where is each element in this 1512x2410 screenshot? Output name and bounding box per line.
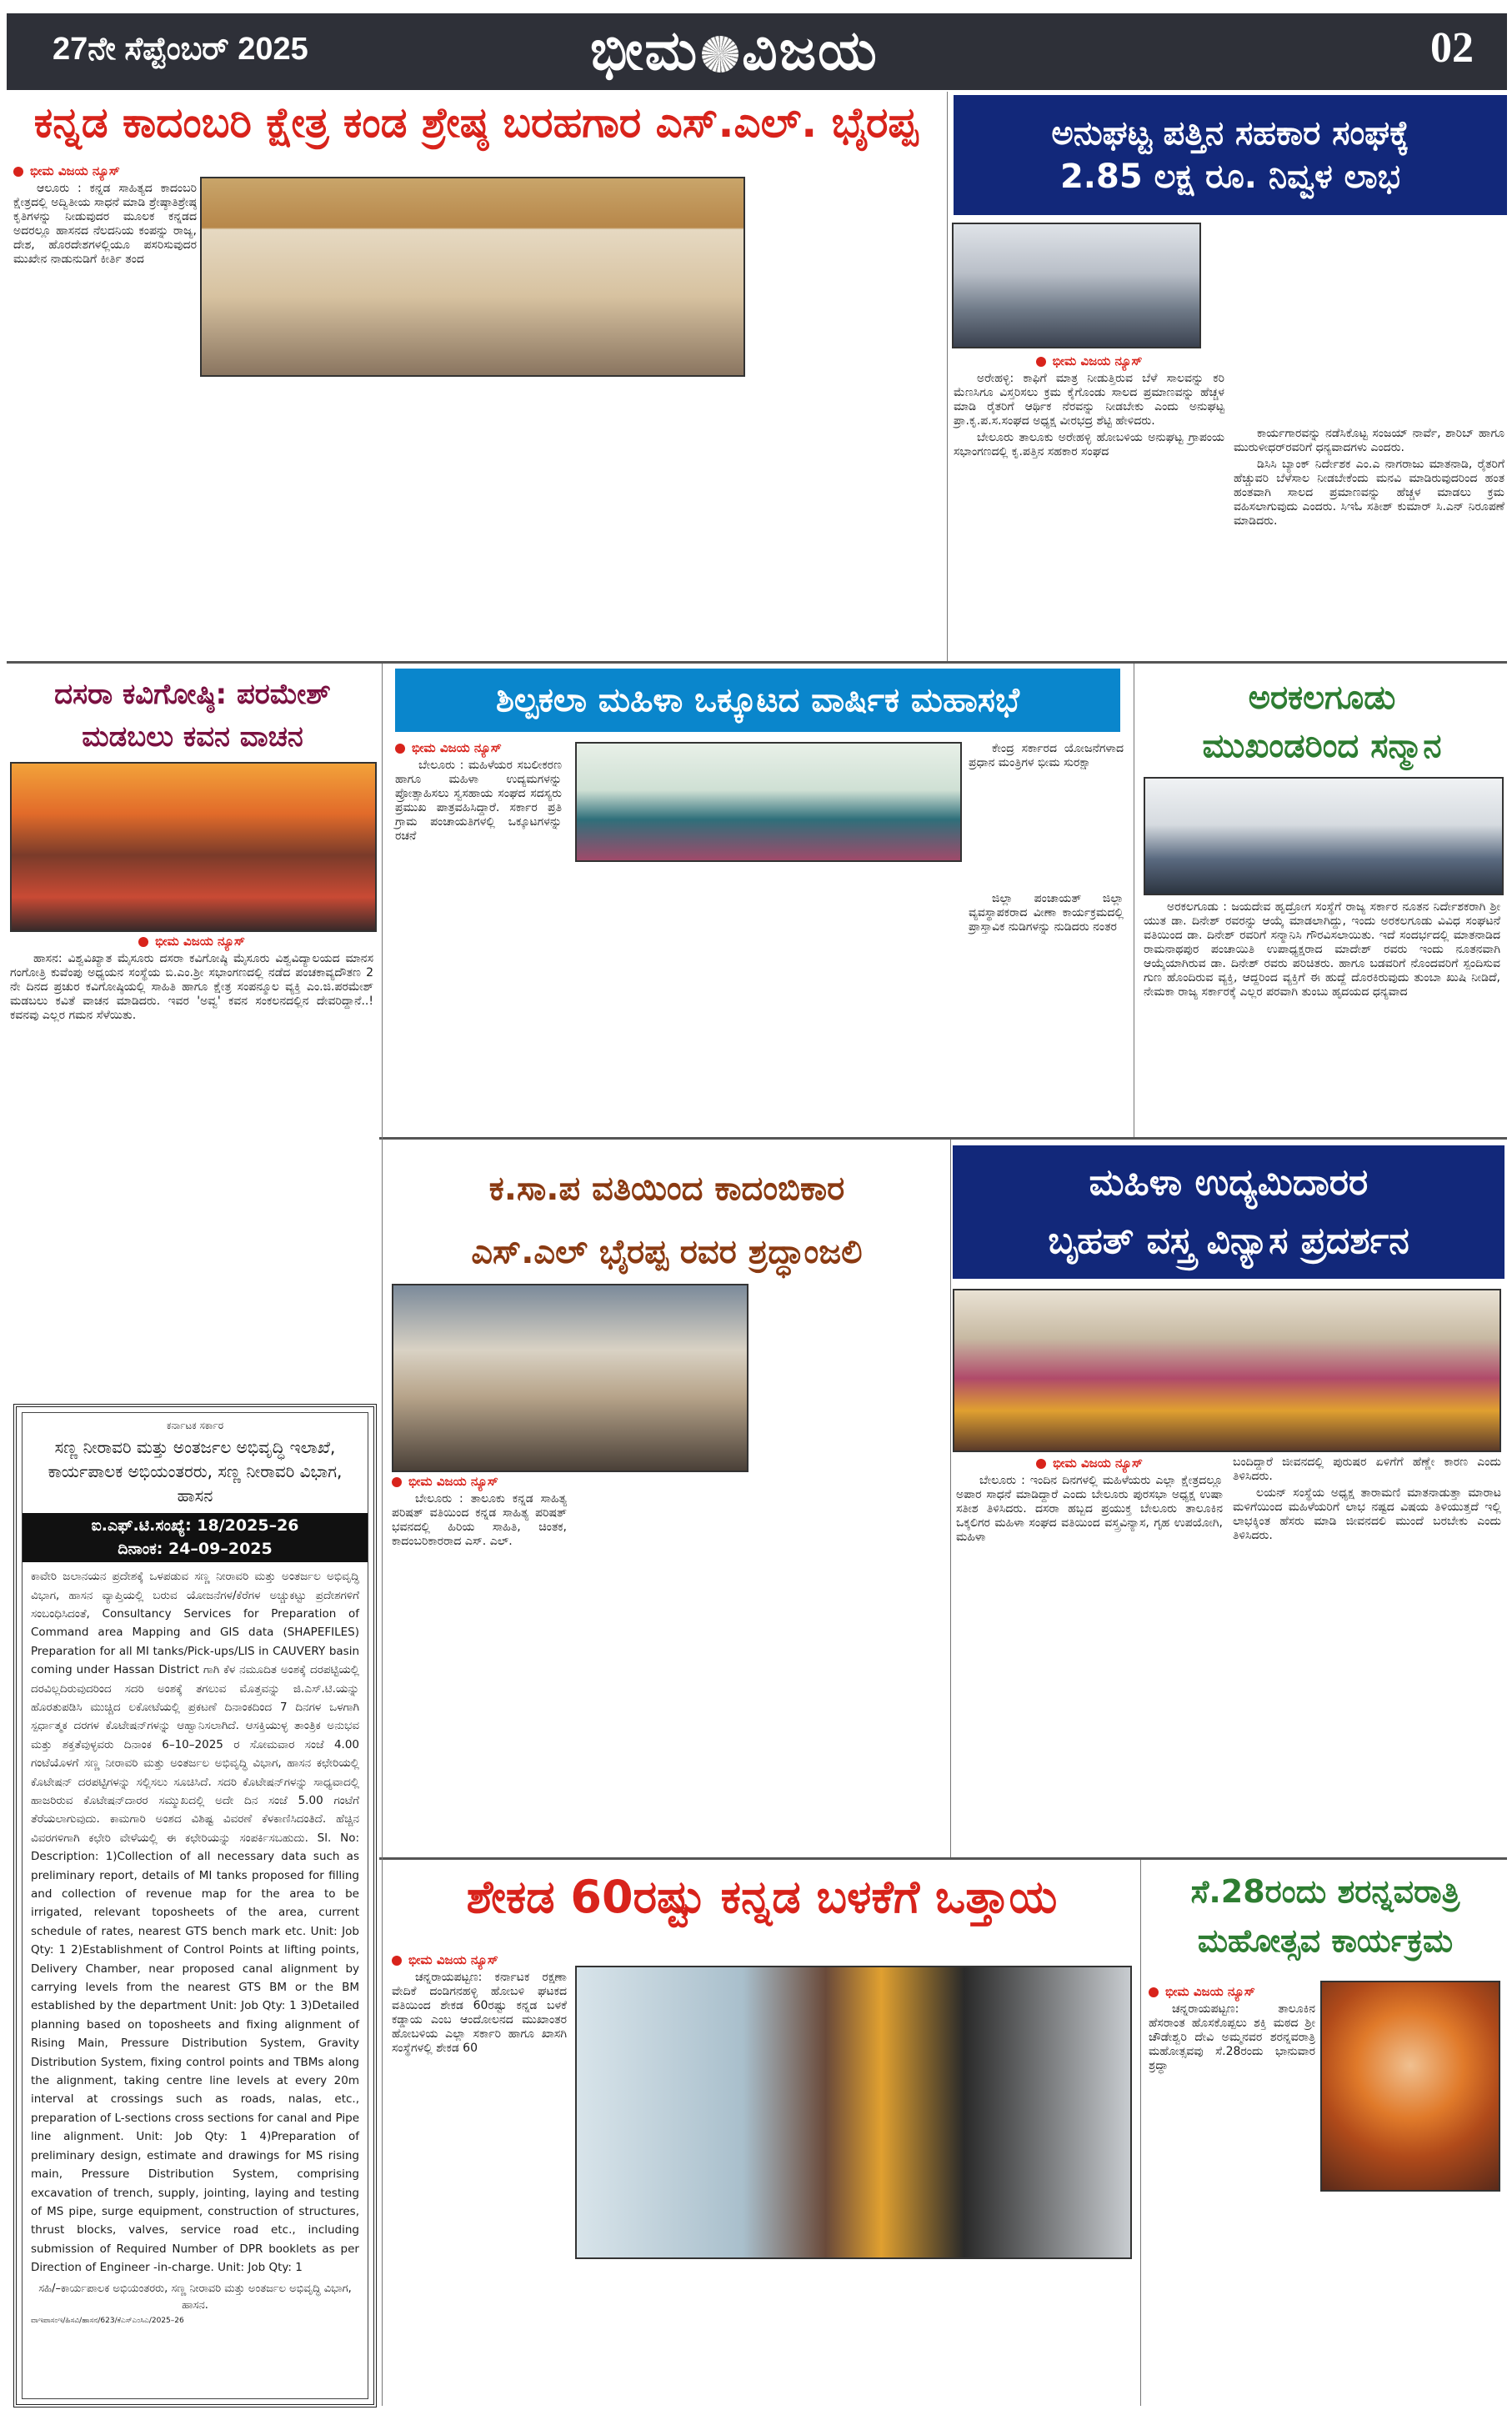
article-kannada60 — [385, 1861, 1139, 2406]
paragraph: ಬೇಲೂರು ತಾಲೂಕು ಅರೇಹಳ್ಳಿ ಹೋಬಳಿಯ ಅನುಘಟ್ಟ ಗ್ರಾಪಂಯ ಸಭಾಂಗಣದಲ್ಲಿ ಕೃ.ಪತ್ತಿನ ಸಹಕಾರ ಸಂಘದ — [954, 431, 1224, 458]
paragraph: ಬಂದಿದ್ದಾರೆ ಜೀವನದಲ್ಲಿ ಪುರುಷರ ಏಳಿಗೆಗೆ ಹೆಣ್ಣೇ ಕಾರಣ ಎಂದು ತಿಳಿಸಿದರು. — [1233, 1456, 1501, 1483]
headline-line: ಮುಖಂಡರಿಂದ ಸನ್ಮಾನ — [1202, 727, 1442, 765]
article-body — [392, 1952, 567, 2058]
paragraph: ಡಿಸಿಸಿ ಬ್ಯಾಂಕ್ ನಿರ್ದೇಶಕ ಎಂ.ಎ ನಾಗರಾಜು ಮಾತನಾಡಿ, ರೈತರಿಗೆ ಹೆಚ್ಚುವರಿ ಬೆಳೆಸಾಲ ನೀಡಬೇಕೆಂದು ಮನವಿ ಮಾಡಿರುವುದರಿಂದ ಹಂತ ಹಂತವಾಗಿ ಸಾಲದ ಪ್ರಮಾಣವನ್ನು ಹೆಚ್ಚಳ ಮಾಡಲು ಕ್ರಮ ವಹಿಸಲಾಗುವುದು ಎಂದರು. ಸಿಇಓ ಸತೀಶ್ ಕುಮಾರ್ ಸಿ.ಎನ್ ನಿರೂಪಣೆ ಮಾಡಿದರು. — [1234, 458, 1504, 528]
government-tender-notice — [13, 1404, 377, 2407]
byline: ಭೀಮ ವಿಜಯ ನ್ಯೂಸ್ — [392, 1952, 567, 1967]
article-udyami — [953, 1140, 1507, 1856]
article-body — [1233, 1456, 1501, 1546]
event-photo — [200, 177, 745, 377]
masthead — [7, 13, 1507, 90]
headline-line: ಮಹೋತ್ಸವ ಕಾರ್ಯಕ್ರಮ — [1197, 1921, 1454, 1959]
notice-ift-number: ಐ.ಎಫ್.ಟಿ.ಸಂಖ್ಯೆ: 18/2025–26 — [91, 1516, 299, 1535]
notice-signature: ಸಹಿ/–ಕಾರ್ಯಪಾಲಕ ಅಭಿಯಂತರರು, ಸಣ್ಣ ನೀರಾವರಿ ಮತ್ತು ಅಂತರ್ಜಲ ಅಭಿವೃದ್ಧಿ ವಿಭಾಗ, ಹಾಸನ. — [38, 2282, 352, 2312]
swamiji-photo — [1320, 1981, 1500, 2192]
divider — [950, 1140, 951, 1857]
event-photo — [1144, 777, 1504, 895]
headline-line: ಅನುಘಟ್ಟ ಪತ್ತಿನ ಸಹಕಾರ ಸಂಘಕ್ಕೆ — [1051, 114, 1409, 153]
byline: ಭೀಮ ವಿಜಯ ನ್ಯೂಸ್ — [10, 934, 373, 949]
headline-line: ಕ.ಸಾ.ಪ ವತಿಯಿಂದ ಕಾದಂಬಿಕಾರ — [488, 1170, 845, 1208]
paragraph: ಚನ್ನರಾಯಪಟ್ಟಣ: ತಾಲೂಕಿನ ಹೆಸರಾಂತ ಹೊಸಕೊಪ್ಪಲು ಶಕ್ತಿ ಮಠದ ಶ್ರೀ ಚೌಡೇಶ್ವರಿ ದೇವಿ ಅಮ್ಮನವರ ಶರನ್ನವರಾತ್ರಿ ಮಹೋತ್ಸವವು ಸೆ.28ರಂದು ಭಾನುವಾರ ಶ್ರದ್ಧಾ — [1149, 2002, 1315, 2072]
paragraph: ಲಯನ್ ಸಂಸ್ಥೆಯ ಅಧ್ಯಕ್ಷ ತಾರಾಮಣಿ ಮಾತನಾಡುತ್ತಾ ಮಾರಾಟ ಮಳಿಗೆಯಿಂದ ಮಹಿಳೆಯರಿಗೆ ಲಾಭ ನಷ್ಟದ ವಿಷಯ ತಿಳಿಯುತ್ತದೆ ಇಲ್ಲಿ ಲಾಭಕ್ಕಿಂತ ಹೆಸರು ಮಾಡಿ ಜೀವನದಲಿ ಮುಂದೆ ಬರಬೇಕು ಎಂದು ತಿಳಿಸಿದರು. — [1233, 1486, 1501, 1542]
headline: ಕನ್ನಡ ಕಾದಂಬರಿ ಕ್ಷೇತ್ರ ಕಂಡ ಶ್ರೇಷ್ಠ ಬರಹಗಾರ ಎಸ್.ಎಲ್. ಭೈರಪ್ಪ — [33, 98, 919, 147]
article-arakalagudu — [1137, 665, 1507, 1135]
headline-line: ಬೃಹತ್ ವಸ್ತ್ರ ವಿನ್ಯಾಸ ಪ್ರದರ್ಶನ — [1048, 1220, 1409, 1262]
divider — [379, 1137, 1507, 1140]
article-body — [395, 740, 562, 846]
divider — [379, 1857, 1507, 1860]
article-shilpakala — [385, 665, 1132, 1135]
issue-date: 27ನೇ ಸೆಪ್ಟೆಂಬರ್ 2025 — [53, 32, 308, 67]
title-right: ವಿಜಯ — [742, 18, 879, 83]
headline — [7, 674, 378, 759]
notice-reference-bar — [23, 1513, 368, 1562]
paragraph: ಆಲೂರು : ಕನ್ನಡ ಸಾಹಿತ್ಯದ ಕಾದಂಬರಿ ಕ್ಷೇತ್ರದಲ್ಲಿ ಅದ್ವಿತೀಯ ಸಾಧನೆ ಮಾಡಿ ಶ್ರೇಷ್ಠಾತಿಶ್ರೇಷ್ಠ ಕೃತಿಗಳನ್ನು ನೀಡುವುದರ ಮೂಲಕ ಕನ್ನಡದ ಅದರಲ್ಲೂ ಹಾಸನದ ನೆಲದನಿಯ ಕಂಪನ್ನು ರಾಜ್ಯ, ದೇಶ, ಹೊರದೇಶಗಳಲ್ಲಿಯೂ ಪಸರಿಸುವುದರ ಮುಖೇನ ನಾಡುನುಡಿಗೆ ಕೀರ್ತಿ ತಂದ — [13, 182, 197, 266]
notice-date: ದಿನಾಂಕ: 24–09–2025 — [118, 1539, 273, 1558]
paragraph: ಬೇಲೂರು : ಇಂದಿನ ದಿನಗಳಲ್ಲಿ ಮಹಿಳೆಯರು ಎಲ್ಲಾ ಕ್ಷೇತ್ರದಲ್ಲೂ ಅಪಾರ ಸಾಧನೆ ಮಾಡಿದ್ದಾರೆ ಎಂದು ಬೇಲೂರು ಪುರಸಭಾ ಅಧ್ಯಕ್ಷ ಉಷಾ ಸತೀಶ ತಿಳಿಸಿದರು. ದಸರಾ ಹಬ್ಬದ ಪ್ರಯುಕ್ತ ಬೇಲೂರು ತಾಲೂಕಿನ ಒಕ್ಕಲಿಗರ ಮಹಿಳಾ ಸಂಘದ ವತಿಯಿಂದ ವಸ್ತ್ರವಿನ್ಯಾಸ, ಗೃಹ ಉಪಯೋಗಿ, ಮಹಿಳಾ — [956, 1474, 1223, 1544]
byline: ಭೀಮ ವಿಜಯ ನ್ಯೂಸ್ — [954, 353, 1224, 368]
event-photo — [10, 762, 377, 932]
article-coop — [950, 93, 1507, 660]
headline-line: 2.85 ಲಕ್ಷ ರೂ. ನಿವ್ವಳ ಲಾಭ — [1059, 158, 1400, 196]
divider — [382, 664, 383, 2406]
paragraph: ಹಾಸನ: ವಿಶ್ವವಿಖ್ಯಾತ ಮೈಸೂರು ದಸರಾ ಕವಿಗೋಷ್ಠಿ ಮೈಸೂರು ವಿಶ್ವವಿದ್ಯಾಲಯದ ಮಾನಸ ಗಂಗೋತ್ರಿ ಕುವೆಂಪು ಅಧ್ಯಯನ ಸಂಸ್ಥೆಯ ಬಿ.ಎಂ.ಶ್ರೀ ಸಭಾಂಗಣದಲ್ಲಿ ನಡೆದ ಪಂಚಕಾವ್ಯದೌತಣ 2 ನೇ ದಿನದ ಪ್ರಚುರ ಕವಿಗೋಷ್ಠಿಯಲ್ಲಿ ಸಾಹಿತಿ ಹಾಗೂ ಕ್ಷೇತ್ರ ಸಂಪನ್ಮೂಲ ವ್ಯಕ್ತಿ ಎಂ.ಜಿ.ಪರಮೇಶ್ ಮಡಬಲು ಕವಿತೆ ವಾಚನ ಮಾಡಿದರು. ಇವರ 'ಅವ್ವ' ಕವನ ಸಂಕಲನದಲ್ಲಿನ ದೇವರಿದ್ದಾನೆ..! ಕವನವು ಎಲ್ಲರ ಗಮನ ಸೆಳೆಯಿತು. — [10, 952, 373, 1022]
headline — [953, 1145, 1504, 1279]
article-body — [1234, 427, 1504, 531]
event-photo — [952, 223, 1201, 348]
headline: ಶಿಲ್ಪಕಲಾ ಮಹಿಳಾ ಒಕ್ಕೂಟದ ವಾರ್ಷಿಕ ಮಹಾಸಭೆ — [395, 669, 1120, 732]
ashoka-chakra-icon — [702, 36, 738, 73]
headline-line: ದಸರಾ ಕವಿಗೋಷ್ಠಿ: ಪರಮೇಶ್ — [54, 678, 331, 711]
newspaper-title — [590, 18, 879, 84]
byline: ಭೀಮ ವಿಜಯ ನ್ಯೂಸ್ — [395, 740, 562, 755]
article-body — [969, 892, 1124, 937]
divider — [7, 661, 1507, 664]
page-number: 02 — [1430, 24, 1474, 72]
article-bhyrappa — [7, 93, 945, 660]
title-left: ಭೀಮ — [590, 18, 699, 83]
byline: ಭೀಮ ವಿಜಯ ನ್ಯೂಸ್ — [392, 1474, 567, 1489]
headline-line: ಎಸ್.ಎಲ್ ಭೈರಪ್ಪ ರವರ ಶ್ರದ್ಧಾಂಜಲಿ — [471, 1233, 863, 1271]
headline-line: ಮಡಬಲು ಕವನ ವಾಚನ — [82, 720, 303, 754]
article-body — [956, 1456, 1223, 1547]
article-navaratri — [1144, 1861, 1507, 2406]
divider — [947, 92, 948, 661]
event-photo — [392, 1284, 748, 1472]
headline — [385, 1157, 949, 1284]
article-body — [392, 1474, 567, 1551]
article-kasapa — [385, 1140, 949, 1856]
notice-body: ಕಾವೇರಿ ಜಲಾನಯನ ಪ್ರದೇಶಕ್ಕೆ ಒಳಪಡುವ ಸಣ್ಣ ನೀರಾವರಿ ಮತ್ತು ಅಂತರ್ಜಲ ಅಭಿವೃದ್ಧಿ ವಿಭಾಗ, ಹಾಸನ ವ್ಯಾಪ್ತಿಯಲ್ಲಿ ಬರುವ ಯೋಜನೆಗಳ/ಕೆರೆಗಳ ಅಚ್ಚುಕಟ್ಟು ಪ್ರದೇಶಗಳಿಗೆ ಸಂಬಂಧಿಸಿದಂತೆ, Consultancy Services for Preparation of Command area Mapping and GIS data (SHAPEFILES) Preparation for all MI tanks/Pick-ups/LIS in CAUVERY basin coming under Hassan District ಗಾಗಿ ಕೆಳ ನಮೂದಿತ ಅಂಶಕ್ಕೆ ದರಪಟ್ಟಿಯಲ್ಲಿ ದರವಿಲ್ಲದಿರುವುದರಿಂದ ಸದರಿ ಅಂಶಕ್ಕೆ ತಗಲುವ ಮೊತ್ತವನ್ನು ಜಿ.ಎಸ್.ಟಿ.ಯನ್ನು ಹೊರತುಪಡಿಸಿ ಮುಚ್ಚಿದ ಲಕೋಟೆಯಲ್ಲಿ ಪ್ರಕಟಣೆ ದಿನಾಂಕದಿಂದ 7 ದಿನಗಳ ಒಳಗಾಗಿ ಸ್ಪರ್ಧಾತ್ಮಕ ದರಗಳ ಕೊಟೇಷನ್‌ಗಳನ್ನು ಆಹ್ವಾನಿಸಲಾಗಿದೆ. ಆಸಕ್ತಿಯುಳ್ಳ ತಾಂತ್ರಿಕ ಅನುಭವ ಮತ್ತು ಶಕ್ತತೆವುಳ್ಳವರು ದಿನಾಂಕ 6–10–2025 ರ ಸೋಮವಾರ ಸಂಜೆ 4.00 ಗಂಟೆಯೊಳಗೆ ಸಣ್ಣ ನೀರಾವರಿ ಮತ್ತು ಅಂತರ್ಜಲ ಅಭಿವೃದ್ಧಿ ವಿಭಾಗ, ಹಾಸನ ಕಛೇರಿಯಲ್ಲಿ ಕೊಟೇಷನ್ ದರಪಟ್ಟಿಗಳನ್ನು ಸಲ್ಲಿಸಲು ಸೂಚಿಸಿದೆ. ಸದರಿ ಕೊಟೇಷನ್‌ಗಳನ್ನು ಸಾಧ್ಯವಾದಲ್ಲಿ ಹಾಜರಿರುವ ಕೊಟೇಷನ್‌ದಾರರ ಸಮ್ಮುಖದಲ್ಲಿ ಅದೇ ದಿನ ಸಂಜೆ 5.00 ಗಂಟೆಗೆ ತೆರೆಯಲಾಗುವುದು. ಕಾಮಗಾರಿ ಅಂಶದ ವಿಶಿಷ್ಟ ವಿವರಣೆ ಕೆಳಕಾಣಿಸಿದಂತಿದೆ. ಹೆಚ್ಚಿನ ವಿವರಗಳಿಗಾಗಿ ಕಛೇರಿ ವೇಳೆಯಲ್ಲಿ ಈ ಕಛೇರಿಯನ್ನು ಸಂಪರ್ಕಿಸಬಹುದು. Sl. No: Description: 1)Collection of all necessary data such as preliminary report, details of MI tanks proposed for filling and collection of revenue map for the area to be irrigated, relevant toposheets of the area, current schedule of rates, nearest GTS bench mark etc. Unit: Job Qty: 1 2)Establishment of Control Points at lifting points, Delivery Chamber, near proposed canal alignment by carrying levels from the nearest GTS BM or the BM established by the department Unit: Job Qty: 1 3)Detailed planning based on toposheets and fixing alignment of Rising Main, Pressure Distribution System, Gravity Distribution System, fixing control points and TBMs along the alignment, taking centre line levels at every 20m interval at crossings such as roads, nalas, etc., preparation of L-sections cross sections for canal and Pipe line alignment. Unit: Job Qty: 1 4)Preparation of preliminary design, estimate and drawings for MS rising main, Pressure Distribution System, comprising excavation of trench, supply, jointing, laying and testing of MS pipe, surge equipment, construction of structures, thrust blocks, valves, service road etc., including submission of Required Number of DPR booklets as per Direction of Engineer -in-charge. Unit: Job Qty: 1 — [31, 1570, 360, 2275]
byline: ಭೀಮ ವಿಜಯ ನ್ಯೂಸ್ — [13, 163, 197, 178]
article-body — [969, 742, 1124, 773]
paragraph: ಬೇಲೂರು : ತಾಲೂಕು ಕನ್ನಡ ಸಾಹಿತ್ಯ ಪರಿಷತ್ ವತಿಯಿಂದ ಕನ್ನಡ ಸಾಹಿತ್ಯ ಪರಿಷತ್ ಭವನದಲ್ಲಿ ಹಿರಿಯ ಸಾಹಿತಿ, ಚಿಂತಕ, ಕಾದಂಬರಿಕಾರರಾದ ಎಸ್. ಎಲ್. — [392, 1492, 567, 1548]
article-body — [10, 934, 373, 1025]
event-photo — [575, 1966, 1132, 2259]
article-body — [13, 163, 197, 269]
paragraph: ಕೇಂದ್ರ ಸರ್ಕಾರದ ಯೋಜನೆಗಳಾದ ಪ್ರಧಾನ ಮಂತ್ರಿಗಳ ಭೀಮ ಸುರಕ್ಷಾ — [969, 742, 1124, 769]
byline: ಭೀಮ ವಿಜಯ ನ್ಯೂಸ್ — [956, 1456, 1223, 1471]
paragraph: ಬೇಲೂರು : ಮಹಿಳೆಯರ ಸಬಲೀಕರಣ ಹಾಗೂ ಮಹಿಳಾ ಉದ್ಯಮಗಳನ್ನು ಪ್ರೋತ್ಸಾಹಿಸಲು ಸ್ವಸಹಾಯ ಸಂಘದ ಸದಸ್ಯರು ಪ್ರಮುಖ ಪಾತ್ರವಹಿಸಿದ್ದಾರೆ. ಸರ್ಕಾರ ಪ್ರತಿ ಗ್ರಾಮ ಪಂಚಾಯತಿಗಳಲ್ಲಿ ಒಕ್ಕೂಟಗಳನ್ನು ರಚನೆ — [395, 759, 562, 843]
headline-line: ಮಹಿಳಾ ಉದ್ಯಮಿದಾರರ — [1089, 1160, 1369, 1204]
paragraph: ಅರೇಹಳ್ಳಿ: ಕಾಫಿಗೆ ಮಾತ್ರ ನೀಡುತ್ತಿರುವ ಬೆಳೆ ಸಾಲವನ್ನು ಕರಿ ಮೆಣಸಿಗೂ ವಿಸ್ತರಿಸಲು ಕ್ರಮ ಕೈಗೊಂಡು ಸಾಲದ ಪ್ರಮಾಣವನ್ನು ಹೆಚ್ಚಳ ಮಾಡಿ ರೈತರಿಗೆ ಆರ್ಥಿಕ ನೆರವನ್ನು ನೀಡಬೇಕು ಎಂದು ಅನುಘಟ್ಟ ಪ್ರಾ.ಕೃ.ಪ.ಸ.ಸಂಘದ ಅಧ್ಯಕ್ಷ ವೀರಭದ್ರ ಶೆಟ್ಟಿ ಹೇಳಿದರು. — [954, 372, 1224, 428]
article-body — [954, 353, 1224, 462]
paragraph: ಅರಕಲಗೂಡು : ಜಯದೇವ ಹೃದ್ರೋಗ ಸಂಸ್ಥೆಗೆ ರಾಜ್ಯ ಸರ್ಕಾರ ನೂತನ ನಿರ್ದೇಶಕರಾಗಿ ಶ್ರೀ ಯುತ ಡಾ. ದಿನೇಶ್ ರವರನ್ನು ಆಯ್ಕೆ ಮಾಡಲಾಗಿದ್ದು, ಇಂದು ಅರಕಲಗೂಡು ವಿವಿಧ ಸಂಘಟನೆ ವತಿಯಿಂದ ಡಾ. ದಿನೇಶ್ ರವರಿಗೆ ಸನ್ಮಾನಿಸಿ ಗೌರವಿಸಲಾಯಿತು. ಇದೆ ಸಂದರ್ಭದಲ್ಲಿ ಮಾತನಾಡಿದ ರಾಮನಾಥಪುರ ಪಂಚಾಯಿತಿ ಉಪಾಧ್ಯಕ್ಷರಾದ ಮಾದೇಶ್ ರವರು ಇಂದು ನೂತನವಾಗಿ ಆಯ್ಕೆಯಾಗಿರುವ ಡಾ. ದಿನೇಶ್ ರವರು ಪರಿಚಿತರು. ಹಾಗೂ ಬಡವರಿಗೆ ನೊಂದವರಿಗೆ ಸ್ಪಂದಿಸುವ ಗುಣ ಹೊಂದಿರುವ ವ್ಯಕ್ತಿ, ಆದ್ದರಿಂದ ವ್ಯಕ್ತಿಗೆ ಈ ಹುದ್ದೆ ದೊರಕಿರುವುದು ತುಂಬಾ ಖುಷಿ ನೀಡಿದೆ, ನೇಮಕಾ ರಾಜ್ಯ ಸರ್ಕಾರಕ್ಕೆ ಎಲ್ಲರ ಪರವಾಗಿ ತುಂಬು ಹೃದಯದ ಧನ್ಯವಾದ — [1144, 900, 1500, 999]
headline: ಶೇಕಡ 60ರಷ್ಟು ಕನ್ನಡ ಬಳಕೆಗೆ ಒತ್ತಾಯ — [466, 1871, 1058, 1923]
notice-ref: ವಾಇಪಾಸಂಇ/ಹಿಸವಿ/ಹಾಸನ/623/ಕೆಎಸ್‌ಎಂಸಿಎ/2025–26 — [31, 2317, 184, 2326]
article-body — [1144, 900, 1500, 1002]
headline — [1137, 674, 1507, 770]
notice-department: ಸಣ್ಣ ನೀರಾವರಿ ಮತ್ತು ಅಂತರ್ಜಲ ಅಭಿವೃದ್ಧಿ ಇಲಾಖೆ, ಕಾರ್ಯಪಾಲಕ ಅಭಿಯಂತರರು, ಸಣ್ಣ ನೀರಾವರಿ ವಿಭಾಗ, ಹಾಸನ — [48, 1437, 343, 1506]
headline — [1144, 1867, 1507, 1966]
paragraph: ಚನ್ನರಾಯಪಟ್ಟಣ: ಕರ್ನಾಟಕ ರಕ್ಷಣಾ ವೇದಿಕೆ ದಂಡಿಗನಹಳ್ಳಿ ಹೋಬಳಿ ಘಟಕದ ವತಿಯಿಂದ ಶೇಕಡ 60ರಷ್ಟು ಕನ್ನಡ ಬಳಕೆ ಕಡ್ಡಾಯ ಎಂಬ ಆಂದೋಲನದ ಮುಖಾಂತರ ಹೋಬಳಿಯ ಎಲ್ಲಾ ಸರ್ಕಾರಿ ಹಾಗೂ ಖಾಸಗಿ ಸಂಸ್ಥೆಗಳಲ್ಲಿ ಶೇಕಡ 60 — [392, 1971, 567, 2055]
byline: ಭೀಮ ವಿಜಯ ನ್ಯೂಸ್ — [1149, 1984, 1315, 1999]
headline — [954, 95, 1507, 215]
event-photo — [953, 1289, 1501, 1452]
headline-line: ಸೆ.28ರಂದು ಶರನ್ನವರಾತ್ರಿ — [1190, 1873, 1460, 1910]
article-dasara — [7, 665, 378, 1399]
article-body — [1149, 1984, 1315, 2076]
notice-govt: ಕರ್ನಾಟಕ ಸರ್ಕಾರ — [166, 1420, 224, 1431]
divider — [1140, 1860, 1141, 2406]
event-photo — [575, 742, 962, 862]
paragraph: ಕಾರ್ಯಗಾರವನ್ನು ನಡೆಸಿಕೊಟ್ಟ ಸಂಜಯ್ ನಾರ್ವೆ, ಶಾರಿಬ್ ಹಾಗೂ ಮುರುಳೀಧರ್‌ರವರಿಗೆ ಧನ್ಯವಾದಗಳು ಎಂದರು. — [1234, 427, 1504, 454]
headline-line: ಅರಕಲಗೂಡು — [1248, 679, 1396, 717]
paragraph: ಜಿಲ್ಲಾ ಪಂಚಾಯತ್ ಜಿಲ್ಲಾ ವ್ಯವಸ್ಥಾಪಕರಾದ ವೀಣಾ ಕಾರ್ಯಕ್ರಮದಲ್ಲಿ ಪ್ರಾಸ್ತಾವಿಕ ನುಡಿಗಳನ್ನು ನುಡಿದರು ನಂತರ — [969, 892, 1124, 934]
